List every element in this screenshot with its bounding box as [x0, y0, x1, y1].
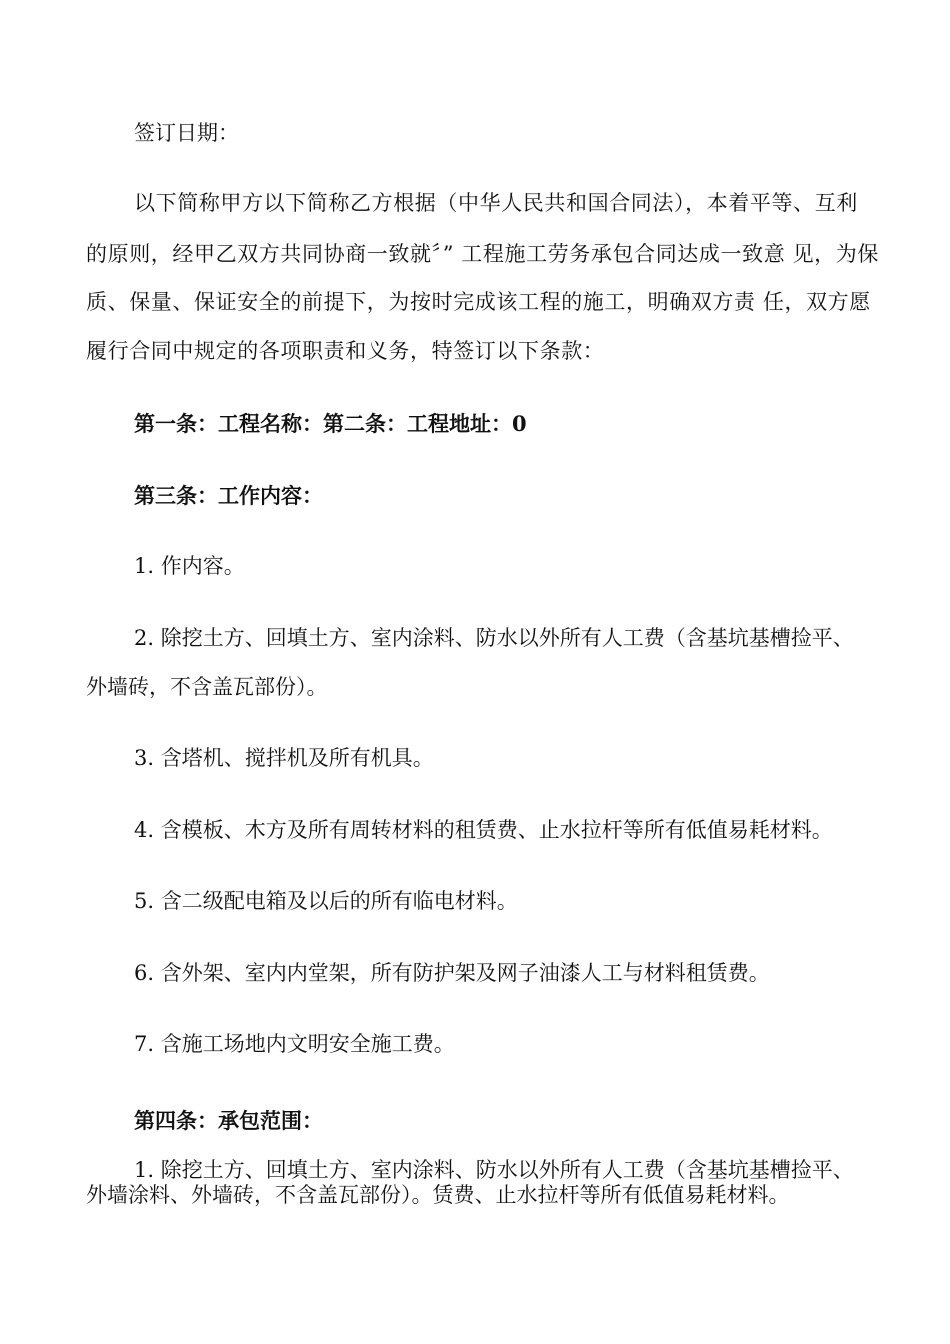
signing-date-label: 签订日期：: [134, 121, 239, 145]
article-3-item-5: 5. 含二级配电箱及以后的所有临电材料。: [134, 889, 518, 913]
article-3-item-7: 7. 含施工场地内文明安全施工费。: [134, 1032, 455, 1056]
article-3-item-2: 2. 除挖土方、回填土方、室内涂料、防水以外所有人工费（含基坑基槽捡平、: [134, 626, 854, 650]
article-4-item-1-continued: 外墙涂料、外墙砖，不含盖瓦部份）。赁费、止水拉杆等所有低值易耗材料。: [86, 1183, 790, 1207]
article-3-item-6: 6. 含外架、室内内堂架，所有防护架及网子油漆人工与材料租赁费。: [134, 961, 770, 985]
article-3-heading: 第三条：工作内容：: [134, 483, 323, 508]
article-4-item-1: 1. 除挖土方、回填土方、室内涂料、防水以外所有人工费（含基坑基槽捡平、: [134, 1158, 854, 1182]
article-1-2-heading: 第一条：工程名称：第二条：工程地址：0: [134, 411, 527, 436]
article-3-item-2-continued: 外墙砖，不含盖瓦部份）。: [86, 675, 328, 699]
preamble-line-2: 的原则，经甲乙双方共同协商一致就〞” 工程施工劳务承包合同达成一致意 见，为保: [86, 242, 879, 266]
article-3-item-4: 4. 含模板、木方及所有周转材料的租赁费、止水拉杆等所有低值易耗材料。: [134, 818, 833, 842]
article-3-item-1: 1. 作内容。: [134, 554, 245, 578]
preamble-line-3: 质、保量、保证安全的前提下，为按时完成该工程的施工，明确双方责 任，双方愿: [86, 290, 871, 314]
preamble-line-4: 履行合同中规定的各项职责和义务，特签订以下条款：: [86, 339, 605, 363]
preamble-line-1: 以下简称甲方以下简称乙方根据（中华人民共和国合同法），本着平等、互利: [134, 191, 858, 215]
article-3-item-3: 3. 含塔机、搅拌机及所有机具。: [134, 746, 434, 770]
article-4-heading: 第四条：承包范围：: [134, 1108, 323, 1133]
